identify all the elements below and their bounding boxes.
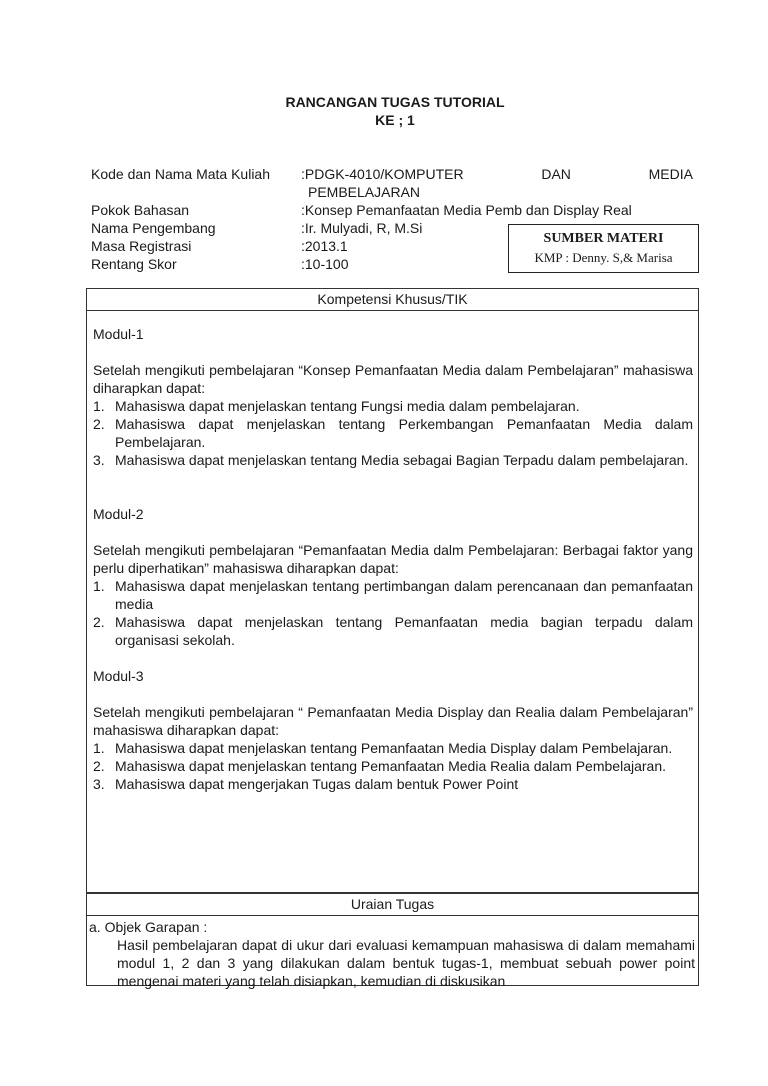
sumber-text: KMP : Denny. S,& Marisa [534, 250, 673, 265]
masa-label: Masa Registrasi [91, 238, 192, 254]
kompetensi-content [93, 325, 693, 793]
kode-word: :PDGK-4010/KOMPUTER [301, 166, 464, 182]
objek-text: Hasil pembelajaran dapat di ukur dari evaluasi kemampuan mahasiswa di dalam memahami modul 1, 2 dan 3 yang dilakukan dalam bentuk tugas-1, membuat sebuah power point mengenai materi yang telah disiapkan, kemudian di diskusikan [117, 937, 695, 989]
document-subtitle: KE ; 1 [375, 112, 415, 128]
modul-2-title: Modul-2 [93, 506, 144, 522]
rentang-label: Rentang Skor [91, 256, 177, 272]
uraian-box [86, 893, 699, 989]
modul-2-intro: Setelah mengikuti pembelajaran “Pemanfaatan Media dalm Pembelajaran: Berbagai faktor yang perlu diperhatikan” mahasiswa diharapkan dapat: [93, 542, 693, 576]
kode-line2: PEMBELAJARAN [308, 184, 421, 200]
list-item: 3. Mahasiswa dapat mengerjakan Tugas dalam bentuk Power Point [93, 776, 519, 792]
kode-value [301, 165, 693, 201]
pokok-value: :Konsep Pemanfaatan Media Pemb dan Display Real [301, 202, 632, 218]
nama-value: :Ir. Mulyadi, R, M.Si [301, 220, 423, 236]
sumber-materi-box [508, 224, 699, 273]
list-item: 2. Mahasiswa dapat menjelaskan tentang Pemanfaatan media bagian terpadu dalam organisasi sekolah. [93, 614, 693, 648]
modul-1-title: Modul-1 [93, 326, 144, 342]
nama-label: Nama Pengembang [91, 220, 216, 236]
list-item: 2. Mahasiswa dapat menjelaskan tentang Perkembangan Pemanfaatan Media dalam Pembelajaran. [93, 416, 693, 450]
list-item: 3. Mahasiswa dapat menjelaskan tentang Media sebagai Bagian Terpadu dalam pembelajaran. [93, 452, 689, 468]
uraian-content [89, 918, 695, 990]
masa-value: :2013.1 [301, 238, 348, 254]
list-item: 2. Mahasiswa dapat menjelaskan tentang Pemanfaatan Media Realia dalam Pembelajaran. [93, 758, 666, 774]
kode-label: Kode dan Nama Mata Kuliah [91, 166, 270, 182]
list-item: 1. Mahasiswa dapat menjelaskan tentang Fungsi media dalam pembelajaran. [93, 398, 580, 414]
list-item: 1. Mahasiswa dapat menjelaskan tentang pertimbangan dalam perencanaan dan pemanfaatan media [93, 578, 693, 612]
kompetensi-header: Kompetensi Khusus/TIK [87, 289, 698, 311]
objek-label: a. Objek Garapan : [89, 919, 208, 935]
pokok-label: Pokok Bahasan [91, 202, 190, 218]
modul-1-intro: Setelah mengikuti pembelajaran “Konsep Pemanfaatan Media dalam Pembelajaran” mahasiswa diharapkan dapat: [93, 362, 693, 396]
uraian-header: Uraian Tugas [87, 894, 698, 916]
modul-3-intro: Setelah mengikuti pembelajaran “ Pemanfaatan Media Display dan Realia dalam Pembelajaran” mahasiswa diharapkan dapat: [93, 704, 693, 738]
sumber-title: SUMBER MATERI [543, 231, 664, 246]
document-title: RANCANGAN TUGAS TUTORIAL [285, 94, 505, 110]
kode-word: DAN [541, 166, 571, 182]
list-item: 1. Mahasiswa dapat menjelaskan tentang Pemanfaatan Media Display dalam Pembelajaran. [93, 740, 673, 756]
kode-word: MEDIA [648, 166, 693, 182]
rentang-value: :10-100 [301, 256, 349, 272]
modul-3-title: Modul-3 [93, 668, 144, 684]
kompetensi-box [86, 288, 699, 893]
